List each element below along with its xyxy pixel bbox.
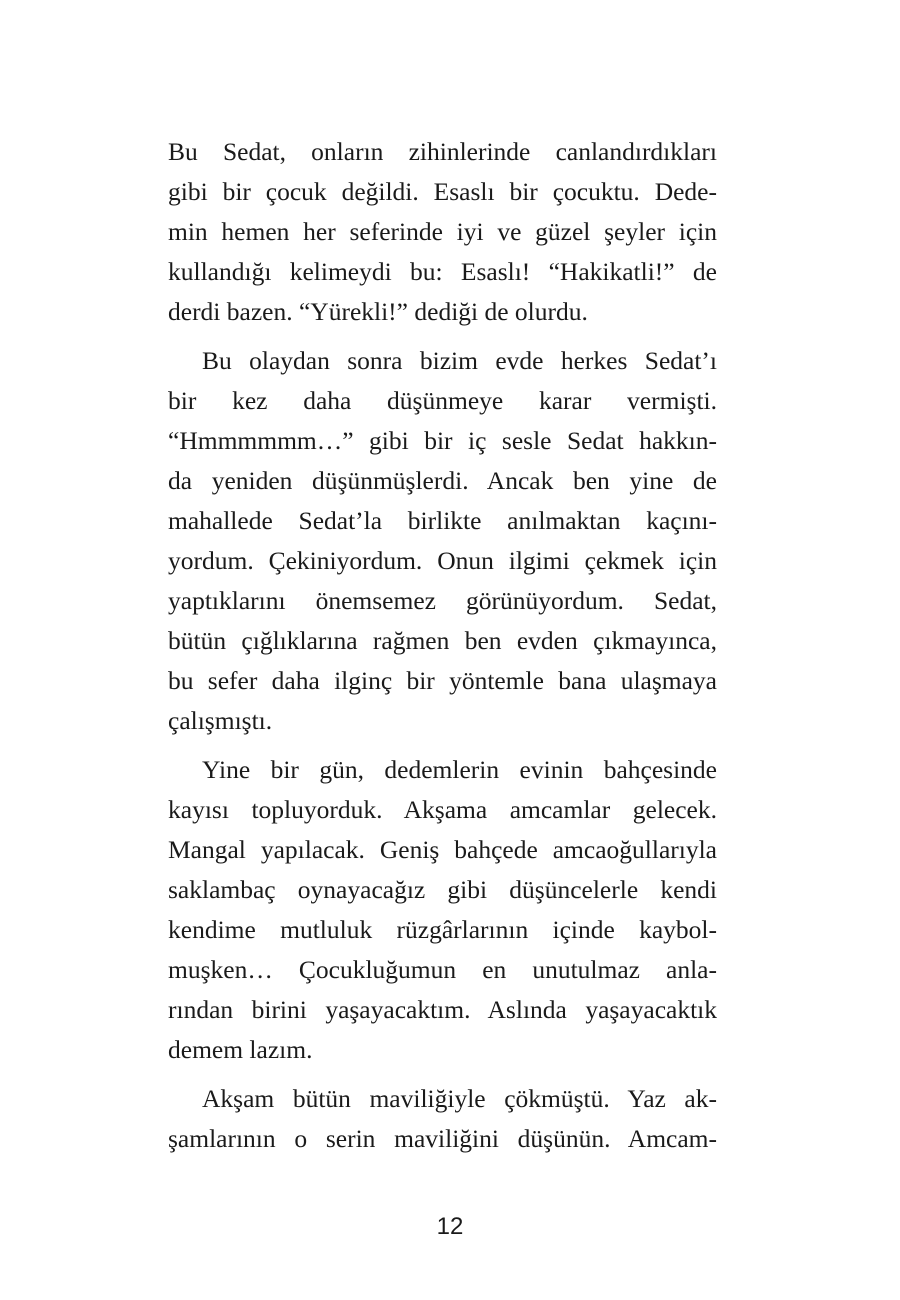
text-line: yordum. Çekiniyordum. Onun ilgimi çekmek için (168, 546, 717, 575)
text-line: bir kez daha düşünmeye karar vermişti. (168, 386, 717, 415)
text-line: Yine bir gün, dedemlerin evinin bahçesinde (202, 755, 717, 784)
body-text (168, 132, 717, 1168)
text-line: derdi bazen. “Yürekli!” dediği de olurdu. (168, 297, 588, 326)
text-line: Mangal yapılacak. Geniş bahçede amcaoğullarıyla (168, 835, 717, 864)
text-line: mahallede Sedat’la birlikte anılmaktan kaçını- (168, 506, 717, 535)
text-line: yaptıklarını önemsemez görünüyordum. Sedat, (168, 586, 717, 615)
page-number: 12 (436, 1213, 464, 1240)
text-line: Bu olaydan sonra bizim evde herkes Sedat’ı (202, 346, 717, 375)
text-line: Akşam bütün maviliğiyle çökmüştü. Yaz ak- (202, 1084, 717, 1113)
text-line: kendime mutluluk rüzgârlarının içinde kaybol- (168, 915, 717, 944)
text-line: min hemen her seferinde iyi ve güzel şeyler için (168, 217, 717, 246)
text-line: demem lazım. (168, 1035, 313, 1064)
text-line: saklambaç oynayacağız gibi düşüncelerle kendi (168, 875, 717, 904)
text-line: bütün çığlıklarına rağmen ben evden çıkmayınca, (168, 626, 717, 655)
paragraph-2 (168, 341, 717, 741)
text-line: kayısı topluyorduk. Akşama amcamlar gelecek. (168, 795, 717, 824)
text-line: çalışmıştı. (168, 706, 273, 735)
paragraph-4 (168, 1079, 717, 1159)
text-line: kullandığı kelimeydi bu: Esaslı! “Hakikatli!” de (168, 257, 717, 286)
text-line: muşken… Çocukluğumun en unutulmaz anla- (168, 955, 717, 984)
paragraph-3 (168, 750, 717, 1070)
text-line: da yeniden düşünmüşlerdi. Ancak ben yine de (168, 466, 717, 495)
text-line: rından birini yaşayacaktım. Aslında yaşayacaktık (168, 995, 717, 1024)
paragraph-1 (168, 132, 717, 332)
text-line: Bu Sedat, onların zihinlerinde canlandırdıkları (168, 137, 717, 166)
text-line: “Hmmmmmm…” gibi bir iç sesle Sedat hakkın- (168, 426, 717, 455)
text-line: bu sefer daha ilginç bir yöntemle bana ulaşmaya (168, 666, 717, 695)
text-line: gibi bir çocuk değildi. Esaslı bir çocuktu. Dede- (168, 177, 717, 206)
text-line: şamlarının o serin maviliğini düşünün. Amcam- (168, 1124, 717, 1153)
